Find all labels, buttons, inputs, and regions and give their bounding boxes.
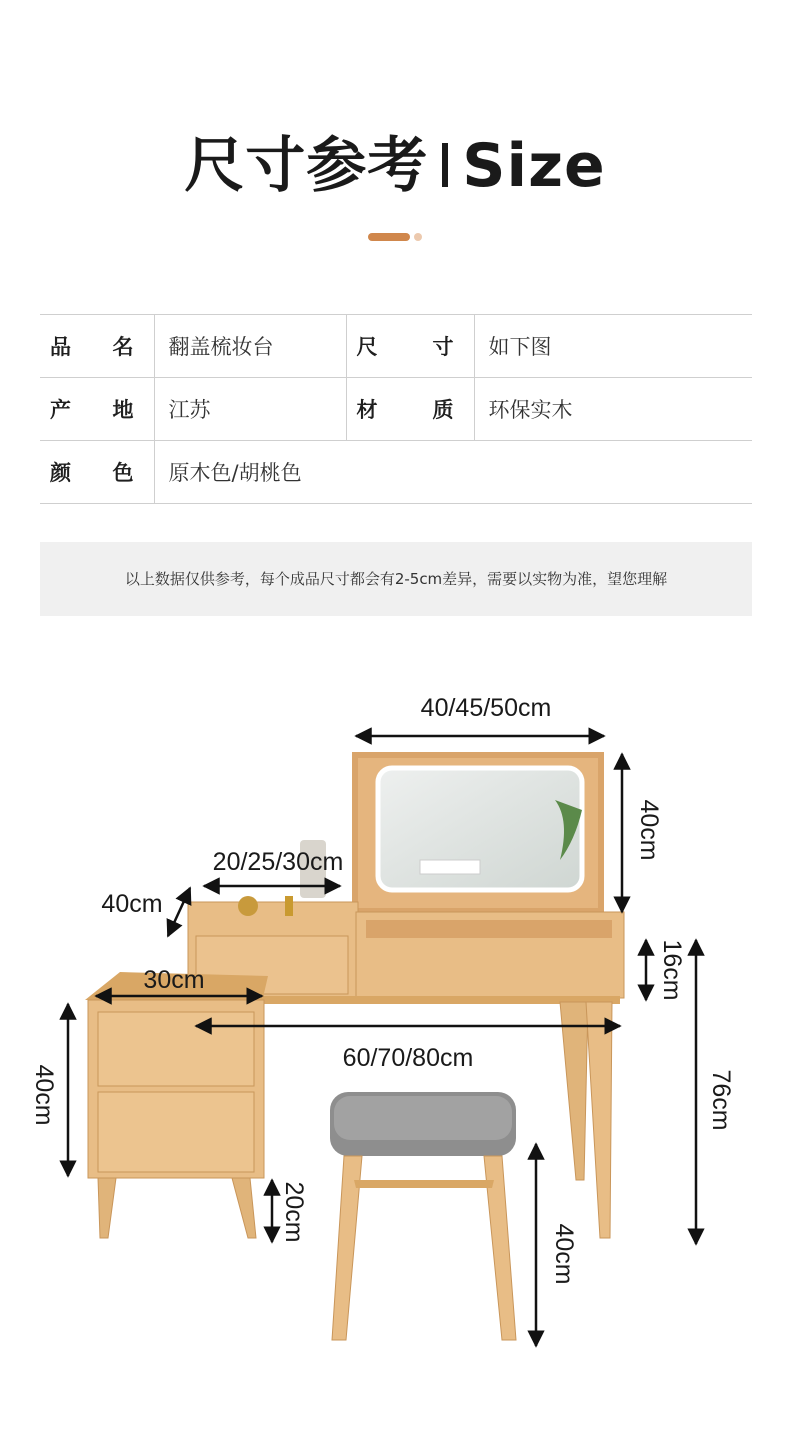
spec-key — [346, 315, 474, 378]
side-cabinet — [85, 972, 268, 1238]
accent-dot — [414, 233, 422, 241]
spec-key-char: 寸 — [432, 335, 454, 359]
dim-cabinet-height: 40cm — [30, 1064, 58, 1126]
spec-row — [40, 378, 752, 441]
spec-key-char: 品 — [50, 335, 71, 359]
accent-bar — [368, 233, 410, 241]
spec-key-char: 尺 — [356, 335, 378, 359]
dim-drawer-depth: 40cm — [101, 890, 163, 918]
title-en: Size — [462, 131, 606, 201]
dim-top-height: 16cm — [658, 939, 686, 1001]
spec-key-char: 材 — [356, 398, 378, 422]
spec-row — [40, 315, 752, 378]
spec-value: 翻盖梳妆台 — [154, 315, 346, 378]
dim-stool-height: 40cm — [550, 1223, 578, 1285]
dim-cabinet-leg: 20cm — [280, 1181, 308, 1243]
page-title — [0, 118, 790, 204]
dim-cabinet-width: 30cm — [143, 966, 205, 994]
spec-key-char: 名 — [112, 335, 134, 359]
spec-row — [40, 441, 752, 504]
spec-key — [346, 378, 474, 441]
spec-key-char: 产 — [50, 398, 71, 422]
title-cn: 尺寸参考 — [184, 131, 429, 201]
spec-value: 环保实木 — [474, 378, 752, 441]
dim-desk-height: 76cm — [707, 1069, 735, 1131]
spec-table — [40, 314, 752, 504]
spec-key-char: 地 — [112, 398, 134, 422]
disclaimer-notice: 以上数据仅供参考，每个成品尺寸都会有2-5cm差异，需要以实物为准，望您理解 — [40, 542, 752, 616]
spec-value: 如下图 — [474, 315, 752, 378]
dim-mirror-height: 40cm — [635, 799, 663, 861]
spec-key-char: 色 — [112, 461, 134, 485]
spec-key — [40, 378, 154, 441]
dim-mirror-width: 40/45/50cm — [420, 694, 552, 722]
spec-value: 江苏 — [154, 378, 346, 441]
spec-key-char: 质 — [432, 398, 454, 422]
title-divider — [442, 143, 448, 187]
dimension-diagram — [0, 640, 790, 1360]
dim-drawer-width: 20/25/30cm — [212, 848, 344, 876]
flip-mirror — [352, 752, 604, 914]
spec-key — [40, 315, 154, 378]
spec-key — [40, 441, 154, 504]
stool — [330, 1092, 516, 1340]
dim-desk-width: 60/70/80cm — [342, 1044, 474, 1072]
spec-key-char: 颜 — [50, 461, 71, 485]
spec-value: 原木色/胡桃色 — [154, 441, 752, 504]
